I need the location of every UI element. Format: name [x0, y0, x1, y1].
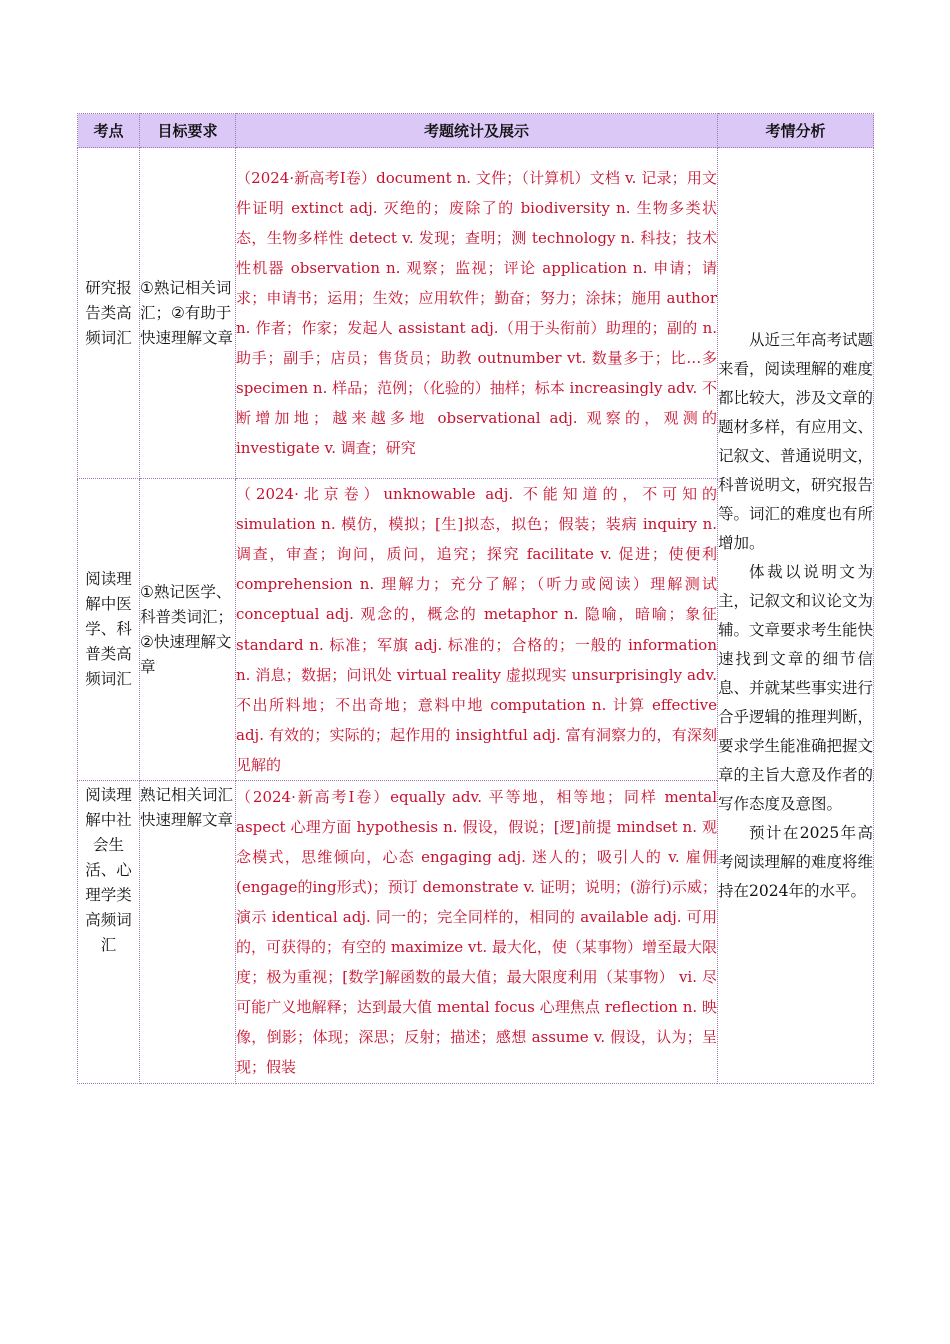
- goal-cell: 熟记相关词汇快速理解文章: [140, 781, 236, 1084]
- vocabulary-cell: （2024·北京卷）unknowable adj. 不能知道的，不可知的 simulation n. 模仿，模拟；[生]拟态，拟色；假装；装病 inquiry n. 调查，审查；询问，质问，追究；探究 facilitate v. 促进；使便利 comprehension n. 理解力；充分了解；（听力或阅读）理解测试 conceptual adj. 观念的，概念的 metaphor n. 隐喻，暗喻；象征 standard n. 标准；军旗 adj. 标准的；合格的；一般的 information n. 消息；数据；问讯处 virtual reality 虚拟现实 unsurprisingly adv. 不出所料地；不出奇地；意料中地 computation n. 计算 effective adj. 有效的；实际的；起作用的 insightful adj. 富有洞察力的，有深刻见解的: [236, 479, 718, 781]
- topic-cell: 阅读理解中医学、科普类高频词汇: [78, 479, 140, 781]
- header-questions: 考题统计及展示: [236, 114, 718, 148]
- topic-cell: 阅读理解中社会生活、心理学类高频词汇: [78, 781, 140, 1084]
- header-analysis: 考情分析: [718, 114, 874, 148]
- table-header-row: [78, 114, 874, 148]
- analysis-paragraph: 预计在2025年高考阅读理解的难度将维持在2024年的水平。: [718, 823, 874, 900]
- analysis-paragraph: 体裁以说明文为主，记叙文和议论文为辅。文章要求考生能快速找到文章的细节信息、并就某些事实进行合乎逻辑的推理判断，要求学生能准确把握文章的主旨大意及作者的写作态度及意图。: [718, 562, 874, 813]
- goal-cell: ①熟记相关词汇；②有助于快速理解文章: [140, 148, 236, 479]
- table-row: [78, 148, 874, 479]
- analysis-cell: [718, 148, 874, 1084]
- vocabulary-cell: （2024·新高考Ⅰ卷）document n. 文件；（计算机）文档 v. 记录；用文件证明 extinct adj. 灭绝的；废除了的 biodiversity n. 生物多类状态，生物多样性 detect v. 发现；查明；测 technology n. 科技；技术性机器 observation n. 观察；监视；评论 application n. 申请；请求；申请书；运用；生效；应用软件；勤奋；努力；涂抹；施用 author n. 作者；作家；发起人 assistant adj.（用于头衔前）助理的；副的 n. 助手；副手；店员；售货员；助教 outnumber vt. 数量多于；比…多 specimen n. 样品；范例；（化验的）抽样；标本 increasingly adv. 不断增加地；越来越多地 observational adj. 观察的，观测的 investigate v. 调查；研究: [236, 148, 718, 479]
- goal-cell: ①熟记医学、科普类词汇；②快速理解文章: [140, 479, 236, 781]
- vocabulary-cell: （2024·新高考Ⅰ卷）equally adv. 平等地，相等地；同样 mental aspect 心理方面 hypothesis n. 假设，假说；[逻]前提 mindset n. 观念模式，思维倾向，心态 engaging adj. 迷人的；吸引人的 v. 雇佣(engage的ing形式)；预订 demonstrate v. 证明；说明；(游行)示威；演示 identical adj. 同一的；完全同样的，相同的 available adj. 可用的，可获得的；有空的 maximize vt. 最大化，使（某事物）增至最大限度；极为重视；[数学]解函数的最大值；最大限度利用（某事物） vi. 尽可能广义地解释；达到最大值 mental focus 心理焦点 reflection n. 映像，倒影；体现；深思；反射；描述；感想 assume v. 假设，认为；呈现；假装: [236, 781, 718, 1084]
- analysis-paragraph: 从近三年高考试题来看，阅读理解的难度都比较大，涉及文章的题材多样，有应用文、记叙文、普通说明文，科普说明文，研究报告等。词汇的难度也有所增加。: [718, 330, 874, 552]
- header-topic: 考点: [78, 114, 140, 148]
- exam-analysis-table: [77, 113, 874, 1084]
- header-goal: 目标要求: [140, 114, 236, 148]
- topic-cell: 研究报告类高频词汇: [78, 148, 140, 479]
